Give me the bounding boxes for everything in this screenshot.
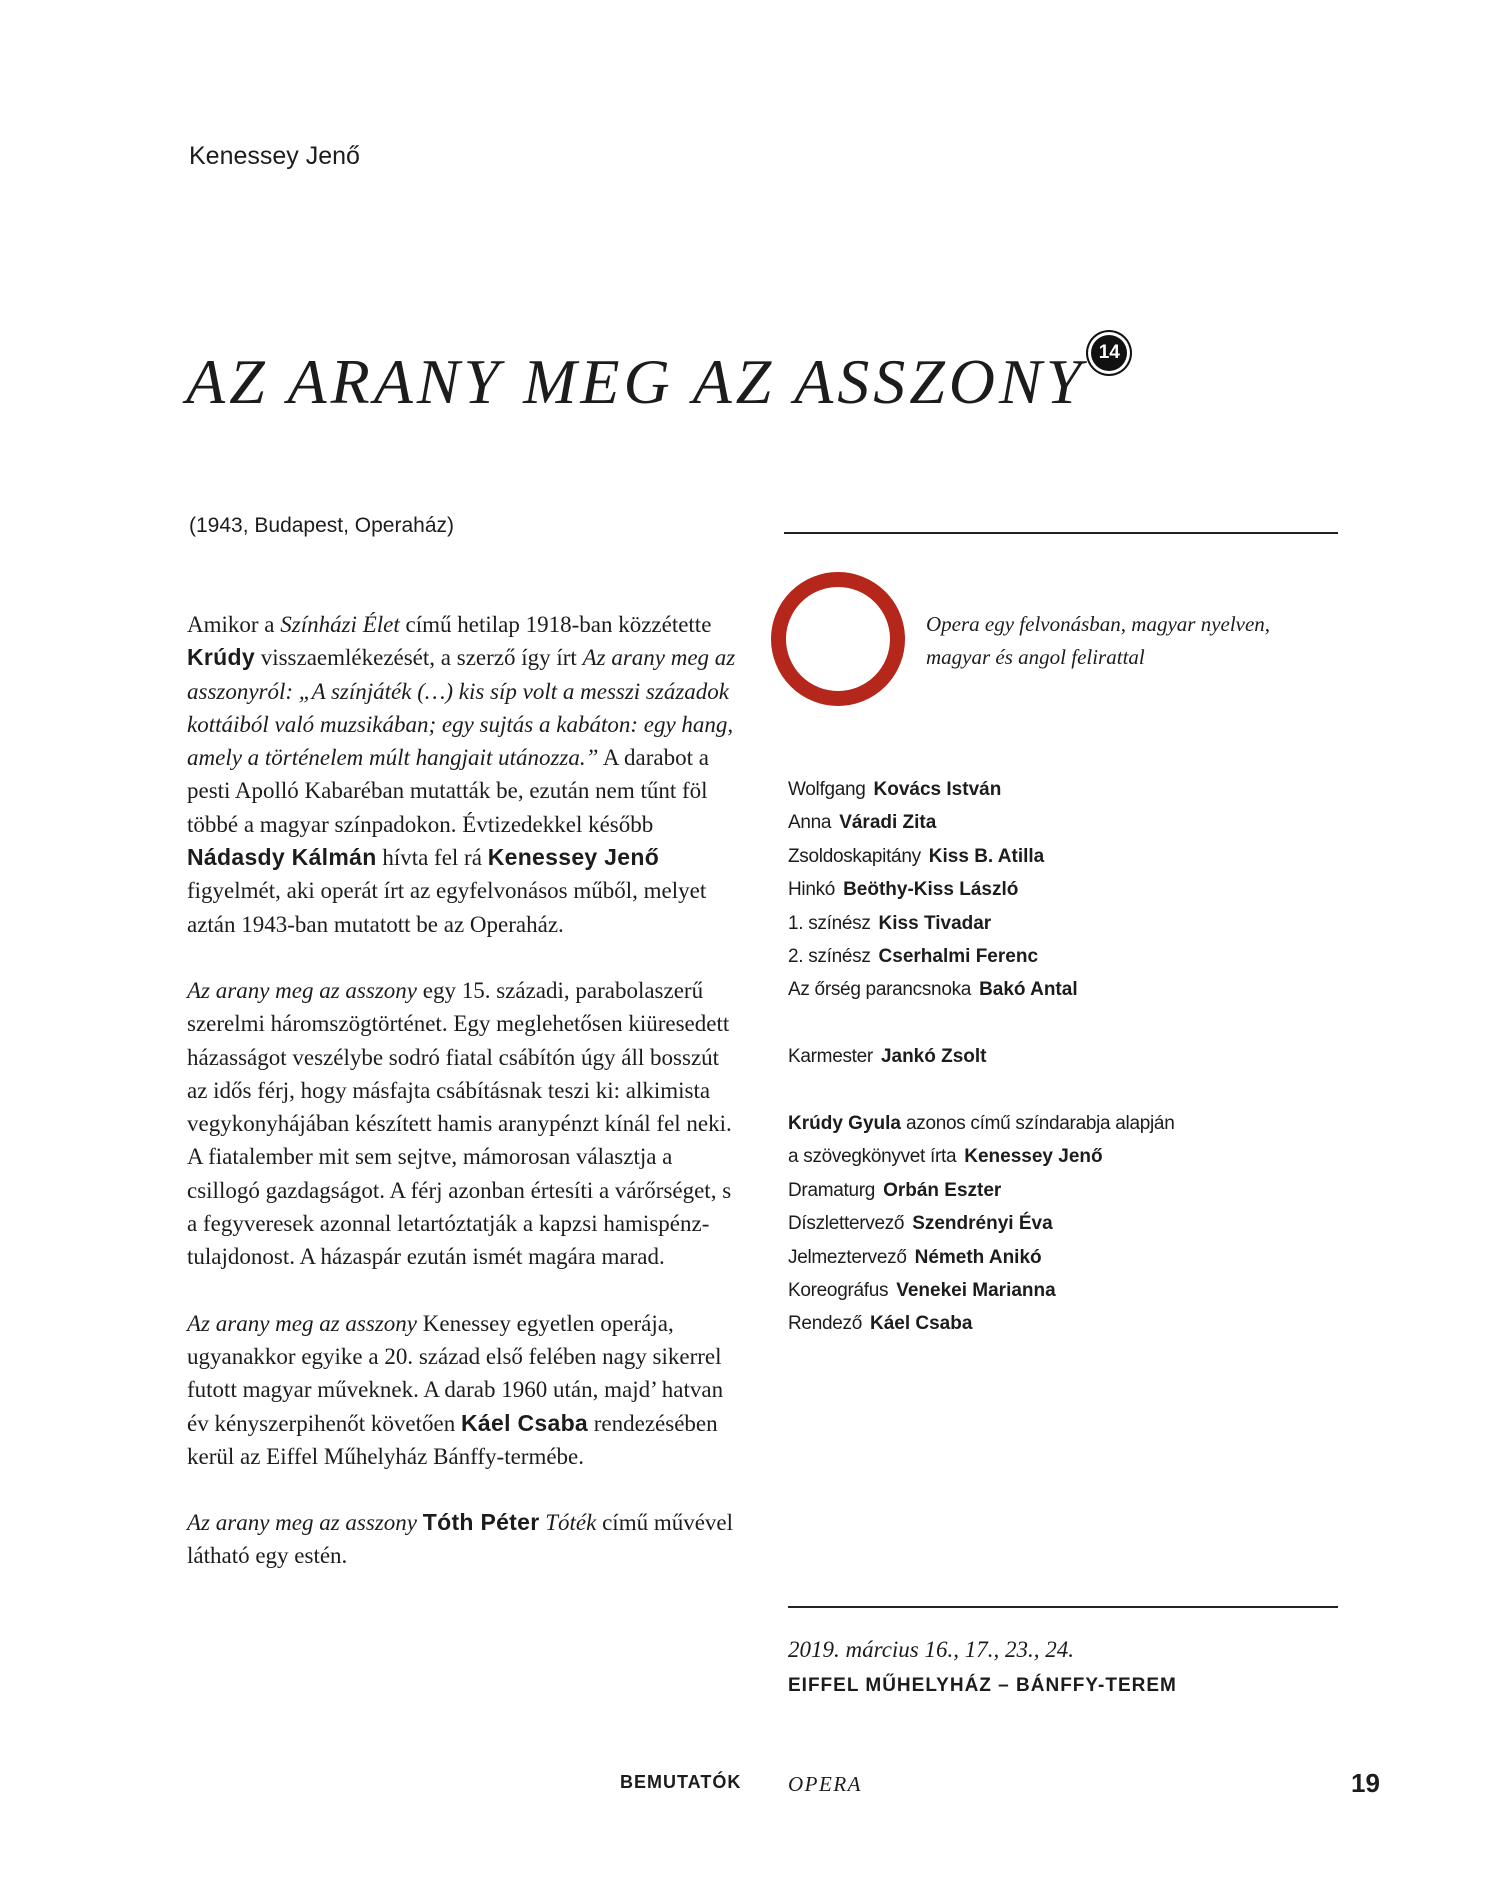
cast-row: Hinkó Beöthy-Kiss László — [788, 879, 1019, 901]
performance-venue: EIFFEL MŰHELYHÁZ – BÁNFFY-TEREM — [788, 1675, 1177, 1696]
footer-section-label: BEMUTATÓK — [620, 1772, 742, 1792]
crew-list — [788, 1107, 1174, 1341]
crew-row: Rendező Káel Csaba — [788, 1313, 973, 1335]
article-paragraph-1: Amikor a Színházi Élet című hetilap 1918-ban közzétette Krúdy visszaemlékezését, a szerző így írt Az arany meg az asszonyról: „A színjáték (…) kis síp volt a messzi századok kottáiból való muzsikában; egy sujtás a kabáton: egy hang, amely a történelem múlt hangjait utánozza.” A darabot a pesti Apolló Kabaréban mutatták be, ezután nem tűnt föl többé a magyar színpadokon. Évtizedekkel később Nádasdy Kálmán hívta fel rá Kenessey Jenő figyelmét, aki operát írt az egyfelvonásos műből, melyet aztán 1943-ban mutatott be az Operaház. — [187, 612, 736, 937]
article-body — [187, 608, 743, 1606]
page-title: AZ ARANY MEG AZ ASSZONY — [186, 346, 1086, 417]
crew-row: Koreográfus Venekei Marianna — [788, 1279, 1056, 1301]
footer-category-label: OPERA — [788, 1772, 862, 1796]
title-block — [186, 335, 1127, 417]
composer-name: Kenessey Jenő — [189, 142, 360, 170]
cast-row: Az őrség parancsnoka Bakó Antal — [788, 979, 1078, 1001]
crew-row: Jelmeztervező Németh Anikó — [788, 1246, 1042, 1268]
cast-list — [788, 773, 1078, 1007]
genre-note: Opera egy felvonásban, magyar nyelven, magyar és angol felirattal — [926, 612, 1271, 669]
page-number: 19 — [1351, 1768, 1380, 1798]
premiere-info: (1943, Budapest, Operaház) — [189, 514, 455, 537]
article-paragraph-4: Az arany meg az asszony Tóth Péter Tóték című művével látható egy estén. — [187, 1509, 734, 1569]
opera-ring-icon — [771, 572, 905, 706]
divider-top — [784, 532, 1338, 534]
source-credit: Krúdy Gyula azonos című színdarabja alapján — [788, 1113, 1175, 1134]
crew-row: Dramaturg Orbán Eszter — [788, 1179, 1002, 1201]
performance-dates: 2019. március 16., 17., 23., 24. — [788, 1637, 1075, 1662]
crew-row: a szövegkönyvet írta Kenessey Jenő — [788, 1146, 1103, 1168]
divider-bottom — [788, 1606, 1338, 1608]
conductor-credit: Karmester Jankó Zsolt — [788, 1046, 987, 1067]
age-rating-badge: 14 — [1091, 335, 1127, 371]
cast-row: 1. színész Kiss Tivadar — [788, 912, 992, 934]
cast-row: Zsoldoskapitány Kiss B. Atilla — [788, 845, 1045, 867]
cast-row: Anna Váradi Zita — [788, 812, 937, 834]
cast-row: 2. színész Cserhalmi Ferenc — [788, 945, 1039, 967]
crew-row: Díszlettervező Szendrényi Éva — [788, 1213, 1053, 1235]
cast-row: Wolfgang Kovács István — [788, 779, 1002, 800]
article-paragraph-2: Az arany meg az asszony egy 15. századi, parabolaszerű szerelmi háromszögtörténet. Egy meglehetősen kiüresedett házasságot veszélybe sodró fiatal csábítón úgy áll bosszút az idős férj, hogy másfajta csábításnak teszi ki: alkimista vegykonyhájában készített hamis aranypénzt kínál fel neki. A fiatalember mit sem sejtve, mámorosan választja a csillogó gazdagságot. A férj azonban értesíti a várőrséget, s a fegyveresek azonnal letartóztatják a kapzsi hamispénz-tulajdonost. A házaspár ezután ismét magára marad. — [187, 977, 732, 1270]
article-paragraph-3: Az arany meg az asszony Kenessey egyetlen operája, ugyanakkor egyike a 20. század első felében nagy sikerrel futott magyar műveknek. A darab 1960 után, majd’ hatvan év kényszerpihenőt követően Káel Csaba rendezésében kerül az Eiffel Műhelyház Bánffy-termébe. — [187, 1310, 724, 1469]
